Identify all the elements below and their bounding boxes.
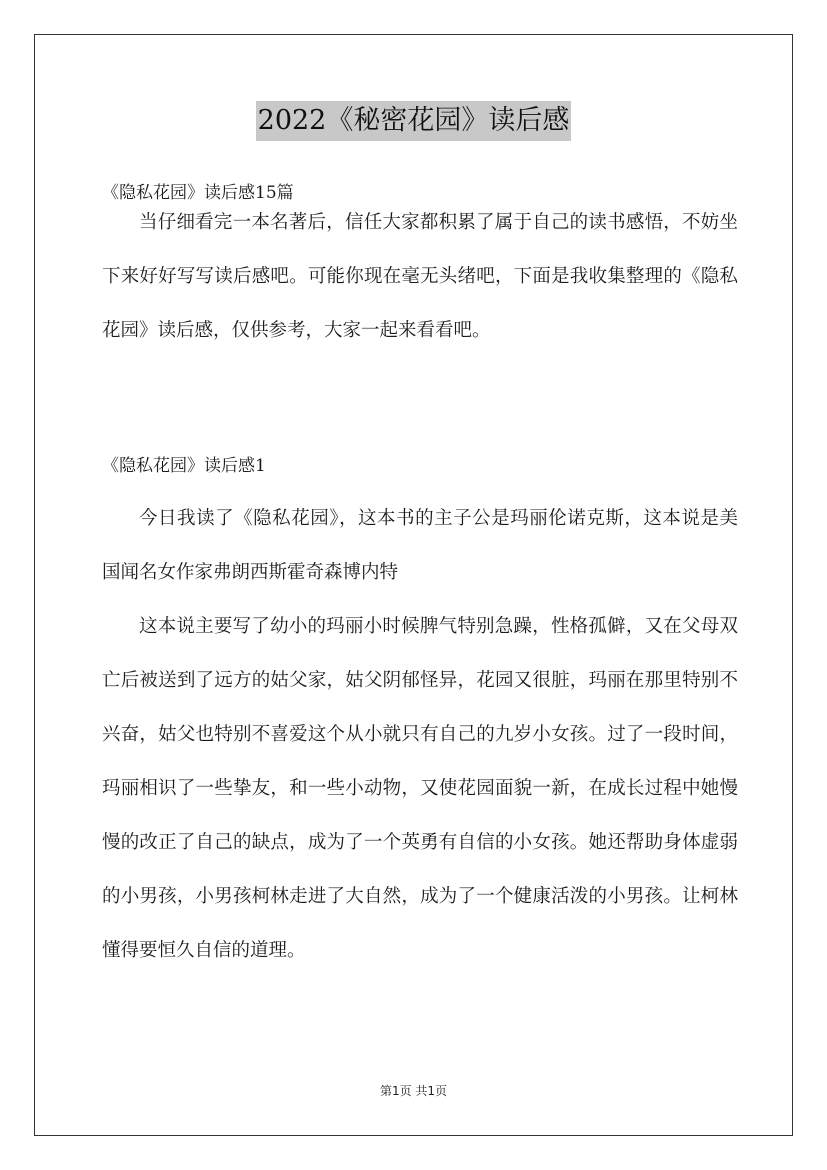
title-container xyxy=(0,101,827,141)
document-title: 2022《秘密花园》读后感 xyxy=(256,101,572,141)
section-heading: 《隐私花园》读后感1 xyxy=(102,456,266,476)
document-subtitle: 《隐私花园》读后感15篇 xyxy=(102,183,294,203)
section-paragraph-2: 这本说主要写了幼小的玛丽小时候脾气特别急躁，性格孤僻，又在父母双亡后被送到了远方的姑父家，姑父阴郁怪异，花园又很脏，玛丽在那里特别不兴奋，姑父也特别不喜爱这个从小就只有自己的九岁小女孩。过了一段时间，玛丽相识了一些挚友，和一些小动物，又使花园面貌一新，在成长过程中她慢慢的改正了自己的缺点，成为了一个英勇有自信的小女孩。她还帮助身体虚弱的小男孩，小男孩柯林走进了大自然，成为了一个健康活泼的小男孩。让柯林懂得要恒久自信的道理。 xyxy=(102,616,738,961)
intro-paragraph: 当仔细看完一本名著后，信任大家都积累了属于自己的读书感悟，不妨坐下来好好写写读后感吧。可能你现在毫无头绪吧，下面是我收集整理的《隐私花园》读后感，仅供参考，大家一起来看看吧。 xyxy=(102,212,738,341)
page-footer: 第1页 共1页 xyxy=(379,1084,448,1098)
section-paragraph-1: 今日我读了《隐私花园》，这本书的主子公是玛丽伦诺克斯，这本说是美国闻名女作家弗朗西斯霍奇森博内特 xyxy=(102,508,738,583)
